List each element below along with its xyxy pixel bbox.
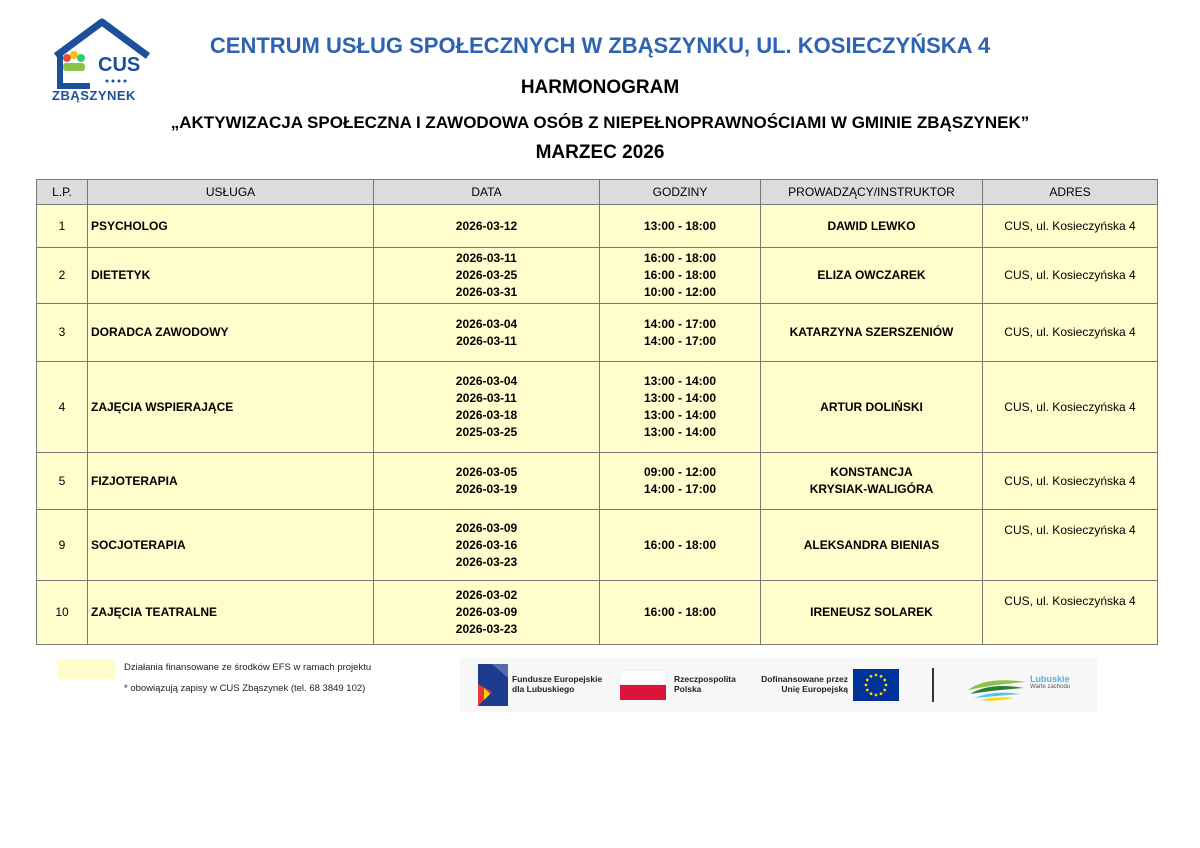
cell-instructor: ELIZA OWCZAREK (761, 248, 983, 304)
cell-service: ZAJĘCIA WSPIERAJĄCE (88, 362, 374, 453)
cell-lp: 1 (37, 205, 88, 248)
cell-service: SOCJOTERAPIA (88, 510, 374, 581)
cell-instructor: ARTUR DOLIŃSKI (761, 362, 983, 453)
table-header-row (37, 180, 1158, 205)
cell-address: CUS, ul. Kosieczyńska 4 (983, 248, 1158, 304)
cell-service: DORADCA ZAWODOWY (88, 304, 374, 362)
divider (932, 668, 934, 702)
table-row (37, 362, 1158, 453)
cell-instructor: DAWID LEWKO (761, 205, 983, 248)
cell-hours: 13:00 - 14:00 13:00 - 14:00 13:00 - 14:00 13:00 - 14:00 (600, 362, 761, 453)
document-subtitle: HARMONOGRAM (520, 77, 680, 98)
cell-dates: 2026-03-09 2026-03-16 2026-03-23 (374, 510, 600, 581)
cell-lp: 2 (37, 248, 88, 304)
eu-flag-icon (853, 669, 899, 701)
table-row (37, 205, 1158, 248)
col-header-lp: L.P. (37, 180, 88, 205)
cell-lp: 4 (37, 362, 88, 453)
legend-swatch (57, 659, 115, 679)
col-header-service: USŁUGA (88, 180, 374, 205)
cell-dates: 2026-03-11 2026-03-25 2026-03-31 (374, 248, 600, 304)
cell-hours: 16:00 - 18:00 (600, 581, 761, 645)
eu-cofinance-text: Dofinansowane przez Unię Europejską (761, 674, 848, 694)
cell-hours: 09:00 - 12:00 14:00 - 17:00 (600, 453, 761, 510)
cell-service: PSYCHOLOG (88, 205, 374, 248)
cell-address: CUS, ul. Kosieczyńska 4 (983, 362, 1158, 453)
col-header-hours: GODZINY (600, 180, 761, 205)
cell-dates: 2026-03-05 2026-03-19 (374, 453, 600, 510)
cell-hours: 13:00 - 18:00 (600, 205, 761, 248)
table-row (37, 453, 1158, 510)
table-row (37, 510, 1158, 581)
cell-hours: 16:00 - 18:00 16:00 - 18:00 10:00 - 12:00 (600, 248, 761, 304)
cell-dates: 2026-03-02 2026-03-09 2026-03-23 (374, 581, 600, 645)
institution-title: CENTRUM USŁUG SPOŁECZNYCH W ZBĄSZYNKU, UL. KOSIECZYŃSKA 4 (209, 33, 991, 58)
col-header-address: ADRES (983, 180, 1158, 205)
schedule-table (36, 179, 1158, 645)
legend-note: Działania finansowane ze środków EFS w ramach projektu (124, 662, 372, 673)
cell-dates: 2026-03-12 (374, 205, 600, 248)
cell-service: FIZJOTERAPIA (88, 453, 374, 510)
lubuskie-text: Lubuskie Warte zachodu (1030, 674, 1071, 690)
cell-lp: 9 (37, 510, 88, 581)
table-row (37, 248, 1158, 304)
cell-instructor: KATARZYNA SZERSZENIÓW (761, 304, 983, 362)
fe-logo-icon (478, 664, 508, 706)
cell-lp: 5 (37, 453, 88, 510)
cell-address: CUS, ul. Kosieczyńska 4 (983, 581, 1158, 645)
cell-address: CUS, ul. Kosieczyńska 4 (983, 205, 1158, 248)
col-header-date: DATA (374, 180, 600, 205)
cell-service: ZAJĘCIA TEATRALNE (88, 581, 374, 645)
cell-address: CUS, ul. Kosieczyńska 4 (983, 453, 1158, 510)
rp-text: Rzeczpospolita Polska (674, 674, 736, 694)
cell-instructor: KONSTANCJA KRYSIAK-WALIGÓRA (761, 453, 983, 510)
cell-lp: 10 (37, 581, 88, 645)
table-row (37, 581, 1158, 645)
funding-logos-strip (460, 658, 1097, 712)
cell-hours: 16:00 - 18:00 (600, 510, 761, 581)
poland-flag-icon (620, 670, 666, 700)
month-title: MARZEC 2026 (535, 142, 665, 163)
cell-lp: 3 (37, 304, 88, 362)
svg-text:CUS: CUS (98, 54, 141, 76)
cell-instructor: IRENEUSZ SOLAREK (761, 581, 983, 645)
cell-dates: 2026-03-04 2026-03-11 2026-03-18 2025-03-25 (374, 362, 600, 453)
cell-service: DIETETYK (88, 248, 374, 304)
table-row (37, 304, 1158, 362)
cell-address: CUS, ul. Kosieczyńska 4 (983, 304, 1158, 362)
registration-note: * obowiązują zapisy w CUS Zbąszynek (tel. 68 3849 102) (124, 683, 366, 694)
cell-address: CUS, ul. Kosieczyńska 4 (983, 510, 1158, 581)
cell-hours: 14:00 - 17:00 14:00 - 17:00 (600, 304, 761, 362)
project-title: „AKTYWIZACJA SPOŁECZNA I ZAWODOWA OSÓB Z NIEPEŁNOPRAWNOŚCIAMI W GMINIE ZBĄSZYNEK” (170, 113, 1030, 132)
cell-dates: 2026-03-04 2026-03-11 (374, 304, 600, 362)
col-header-instructor: PROWADZĄCY/INSTRUKTOR (761, 180, 983, 205)
lubuskie-logo-icon (966, 668, 1028, 702)
cell-instructor: ALEKSANDRA BIENIAS (761, 510, 983, 581)
logo-subtext: ZBĄSZYNEK (52, 88, 136, 103)
funding-eu-funds-text: Fundusze Europejskie dla Lubuskiego (512, 674, 603, 694)
